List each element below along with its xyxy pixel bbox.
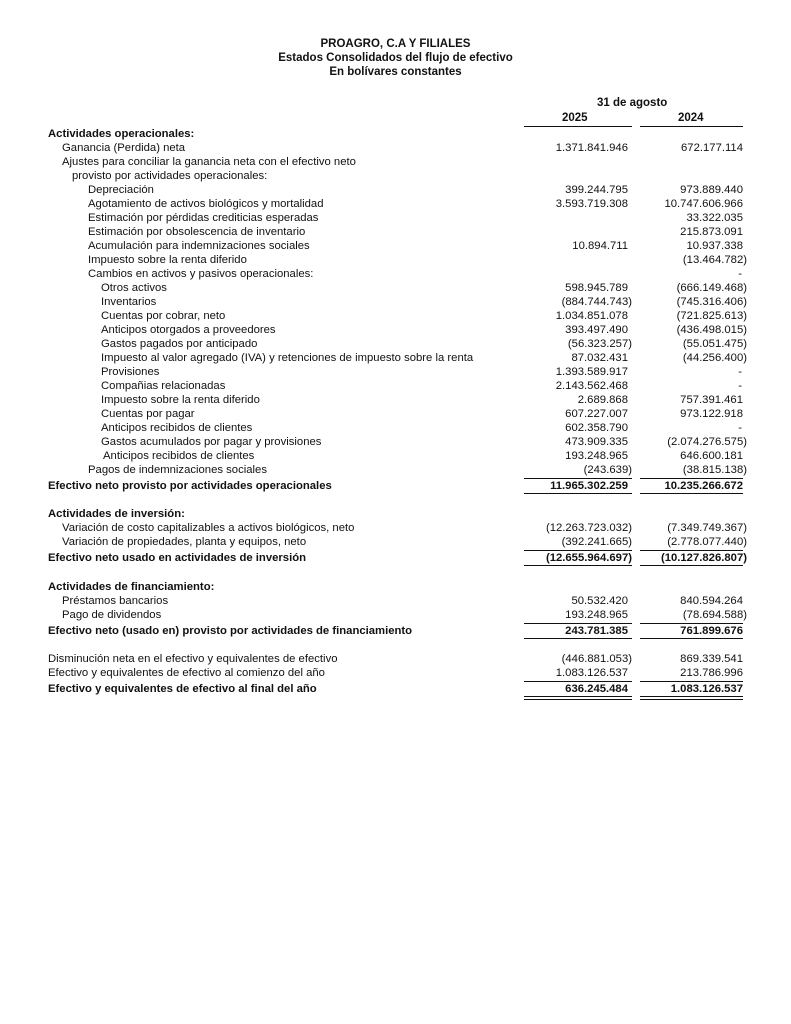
row-label: Disminución neta en el efectivo y equivalentes de efectivo <box>48 653 338 665</box>
table-row <box>0 323 791 337</box>
row-label: Impuesto sobre la renta diferido <box>88 254 247 266</box>
section-row <box>0 551 791 565</box>
value-2024: 10.747.606.966 <box>664 198 743 210</box>
subtotal-line <box>640 478 743 479</box>
row-label: Acumulación para indemnizaciones sociales <box>88 240 310 252</box>
value-2024: (745.316.406) <box>676 296 747 308</box>
table-row <box>0 253 791 267</box>
row-label: Efectivo neto usado en actividades de inversión <box>48 552 307 564</box>
value-2024: 761.899.676 <box>680 625 743 637</box>
row-label: Cuentas por pagar <box>101 408 195 420</box>
table-row <box>0 169 791 183</box>
value-2025: (884.744.743) <box>561 296 632 308</box>
row-label: Provisiones <box>101 366 160 378</box>
double-underline <box>640 696 743 697</box>
value-2024: 213.786.996 <box>680 667 743 679</box>
value-2024: 757.391.461 <box>680 394 743 406</box>
table-row <box>0 449 791 463</box>
value-2025: (392.241.665) <box>561 536 632 548</box>
value-2025: (446.881.053) <box>561 653 632 665</box>
value-2025: 1.393.589.917 <box>555 366 628 378</box>
value-2024: (2.778.077.440) <box>667 536 747 548</box>
value-2024: (44.256.400) <box>682 352 747 364</box>
value-2024: 973.122.918 <box>680 408 743 420</box>
value-2025: 2.143.562.468 <box>555 380 628 392</box>
value-2024: - <box>738 422 742 434</box>
value-2025: 1.371.841.946 <box>555 142 628 154</box>
section-row <box>0 479 791 493</box>
value-2024: 840.594.264 <box>680 595 743 607</box>
statement-subtitle: En bolívares constantes <box>329 66 462 78</box>
value-2024: 646.600.181 <box>680 450 743 462</box>
double-underline <box>524 699 632 700</box>
table-row <box>0 155 791 169</box>
row-label: Variación de propiedades, planta y equipos, neto <box>62 536 307 548</box>
value-2024: 869.339.541 <box>680 653 743 665</box>
table-row <box>0 594 791 608</box>
value-2025: 399.244.795 <box>565 184 628 196</box>
company-name: PROAGRO, C.A Y FILIALES <box>320 38 471 50</box>
row-label: Estimación por obsolescencia de inventario <box>88 226 306 238</box>
table-row <box>0 281 791 295</box>
table-row <box>0 521 791 535</box>
row-label: Ajustes para conciliar la ganancia neta con el efectivo neto <box>62 156 356 168</box>
value-2024: (7.349.749.367) <box>667 522 747 534</box>
year-2025-header: 2025 <box>562 112 588 124</box>
value-2025: 2.689.868 <box>577 394 628 406</box>
value-2025: 393.497.490 <box>565 324 628 336</box>
value-2024: 10.235.266.672 <box>664 480 743 492</box>
row-label: Pagos de indemnizaciones sociales <box>88 464 267 476</box>
row-label: Actividades de financiamiento: <box>48 581 215 593</box>
table-row <box>0 183 791 197</box>
row-label: Compañias relacionadas <box>101 380 226 392</box>
table-row <box>0 407 791 421</box>
total-underline <box>640 493 743 494</box>
table-row <box>0 666 791 680</box>
row-label: Actividades de inversión: <box>48 508 185 520</box>
value-2024: - <box>738 380 742 392</box>
row-label: Ganancia (Perdida) neta <box>62 142 186 154</box>
value-2025: 1.083.126.537 <box>555 667 628 679</box>
value-2025: 193.248.965 <box>565 450 628 462</box>
value-2024: (721.825.613) <box>676 310 747 322</box>
table-row <box>0 309 791 323</box>
double-underline <box>524 696 632 697</box>
table-row <box>0 652 791 666</box>
total-underline <box>524 493 632 494</box>
table-row <box>0 211 791 225</box>
value-2024: 973.889.440 <box>680 184 743 196</box>
value-2025: (243.639) <box>583 464 632 476</box>
period-header: 31 de agosto <box>597 97 668 109</box>
value-2025: 243.781.385 <box>565 625 628 637</box>
row-label: Préstamos bancarios <box>62 595 169 607</box>
value-2024: (666.149.468) <box>676 282 747 294</box>
value-2024: 1.083.126.537 <box>670 683 743 695</box>
section-row <box>0 624 791 638</box>
row-label: Efectivo y equivalentes de efectivo al final del año <box>48 683 317 695</box>
table-row <box>0 365 791 379</box>
section-row <box>0 507 791 521</box>
table-row <box>0 379 791 393</box>
value-2025: 607.227.007 <box>565 408 628 420</box>
value-2024: - <box>738 366 742 378</box>
total-underline <box>640 638 743 639</box>
row-label: Estimación por pérdidas crediticias esperadas <box>88 212 319 224</box>
value-2024: 215.873.091 <box>680 226 743 238</box>
section-row <box>0 580 791 594</box>
row-label: Cuentas por cobrar, neto <box>101 310 226 322</box>
row-label: Actividades operacionales: <box>48 128 195 140</box>
value-2024: (38.815.138) <box>682 464 747 476</box>
section-row <box>0 682 791 696</box>
row-label: Anticipos otorgados a proveedores <box>101 324 276 336</box>
total-underline <box>524 638 632 639</box>
row-label: Inventarios <box>101 296 157 308</box>
total-underline <box>640 565 743 566</box>
row-label: Variación de costo capitalizables a activos biológicos, neto <box>62 522 355 534</box>
value-2025: 11.965.302.259 <box>550 480 628 492</box>
subtotal-line <box>524 623 632 624</box>
row-label: Otros activos <box>101 282 167 294</box>
subtotal-line <box>524 478 632 479</box>
table-row <box>0 225 791 239</box>
value-2025: (56.323.257) <box>567 338 632 350</box>
subtotal-line <box>524 681 632 682</box>
value-2025: 87.032.431 <box>571 352 628 364</box>
value-2024: 33.322.035 <box>686 212 743 224</box>
value-2025: 1.034.851.078 <box>555 310 628 322</box>
subtotal-line <box>640 681 743 682</box>
row-label: Impuesto al valor agregado (IVA) y retenciones de impuesto sobre la renta <box>101 352 474 364</box>
statement-title: Estados Consolidados del flujo de efectivo <box>278 52 513 64</box>
row-label: Anticipos recibidos de clientes <box>101 422 253 434</box>
value-2024: (78.694.588) <box>682 609 747 621</box>
row-label: Cambios en activos y pasivos operacionales: <box>88 268 314 280</box>
value-2024: - <box>738 268 742 280</box>
value-2024: (55.051.475) <box>682 338 747 350</box>
row-label: Depreciación <box>88 184 154 196</box>
subtotal-line <box>524 550 632 551</box>
total-underline <box>524 565 632 566</box>
table-row <box>0 267 791 281</box>
subtotal-line <box>640 550 743 551</box>
row-label: Gastos acumulados por pagar y provisiones <box>101 436 322 448</box>
table-row <box>0 608 791 622</box>
value-2024: 10.937.338 <box>686 240 743 252</box>
value-2025: 598.945.789 <box>565 282 628 294</box>
value-2024: (436.498.015) <box>676 324 747 336</box>
value-2025: (12.655.964.697) <box>545 552 632 564</box>
value-2025: 193.248.965 <box>565 609 628 621</box>
table-row <box>0 351 791 365</box>
table-row <box>0 337 791 351</box>
value-2025: 636.245.484 <box>565 683 628 695</box>
table-row <box>0 421 791 435</box>
table-row <box>0 463 791 477</box>
year-2024-header: 2024 <box>678 112 704 124</box>
value-2024: (2.074.276.575) <box>667 436 747 448</box>
row-label: Anticipos recibidos de clientes <box>103 450 255 462</box>
section-row <box>0 127 791 141</box>
subtotal-line <box>640 623 743 624</box>
value-2025: 602.358.790 <box>565 422 628 434</box>
row-label: Pago de dividendos <box>62 609 162 621</box>
value-2025: 50.532.420 <box>571 595 628 607</box>
row-label: Efectivo y equivalentes de efectivo al comienzo del año <box>48 667 325 679</box>
row-label: Efectivo neto (usado en) provisto por actividades de financiamiento <box>48 625 413 637</box>
row-label: Efectivo neto provisto por actividades operacionales <box>48 480 332 492</box>
row-label: Agotamiento de activos biológicos y mortalidad <box>88 198 324 210</box>
value-2024: (13.464.782) <box>682 254 747 266</box>
value-2025: 473.909.335 <box>565 436 628 448</box>
value-2024: 672.177.114 <box>681 142 743 154</box>
table-row <box>0 141 791 155</box>
row-label: Impuesto sobre la renta diferido <box>101 394 260 406</box>
double-underline <box>640 699 743 700</box>
value-2025: 10.894.711 <box>572 240 628 252</box>
table-row <box>0 535 791 549</box>
value-2025: (12.263.723.032) <box>545 522 632 534</box>
table-row <box>0 435 791 449</box>
table-row <box>0 295 791 309</box>
value-2024: (10.127.826.807) <box>660 552 747 564</box>
row-label: provisto por actividades operacionales: <box>72 170 268 182</box>
table-row <box>0 197 791 211</box>
table-row <box>0 393 791 407</box>
row-label: Gastos pagados por anticipado <box>101 338 258 350</box>
value-2025: 3.593.719.308 <box>555 198 628 210</box>
table-row <box>0 239 791 253</box>
